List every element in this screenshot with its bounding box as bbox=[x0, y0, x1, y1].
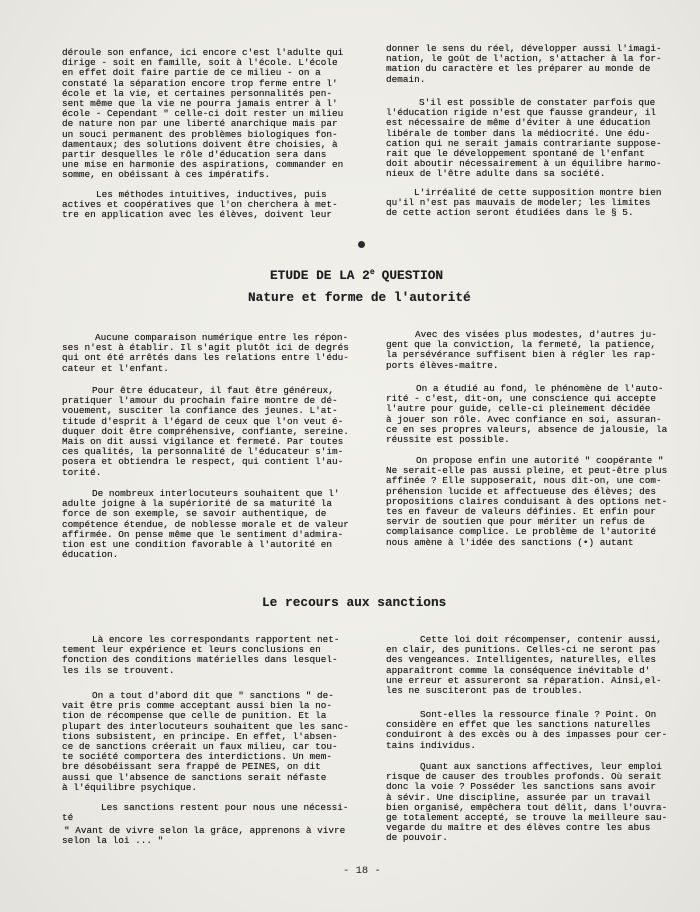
paragraph: Cette loi doit récompenser, contenir aussi, en clair, des punitions. Celles-ci ne seront pas des vengeances. Intelligentes, naturelles, elles apparaîtront comme la conséquence inévitable d' une erreur et assureront sa réparation. Ainsi,el- les ne susciteront pas de troubles. bbox=[386, 634, 662, 697]
paragraph: Là encore les correspondants rapportent net- tement leur expérience et leurs conclusions en fonction des conditions matérielles dans lesquel- les ils se trouvent. bbox=[62, 634, 340, 676]
paragraph: Avec des visées plus modestes, d'autres ju- gent que la conviction, la fermeté, la patience, la persévérance suffisent bien à régler les rap- ports élèves-maître. bbox=[386, 329, 657, 371]
paragraph: Sont-elles la ressource finale ? Point. On considère en effet que les sanctions naturelles conduiront à des excès ou à des impasses pour cer- tains individus. bbox=[386, 709, 668, 751]
paragraph: On propose enfin une autorité " coopérante " Ne serait-elle pas aussi pleine, et peut-être plus affinée ? Elle supposerait, nous dit-on, une com- préhension lucide et affectueuse des élèves; des propositions claires conduisant à des options net- tes en faveur de valeurs définies. Et enfin pour servir de soutien que pour mériter un refus de complaisance complice. Le problème de l'autorité nous amène à l'idée des sanctions (•) autant bbox=[386, 455, 668, 548]
section-subheading: Nature et forme de l'autorité bbox=[248, 290, 471, 305]
paragraph: L'irréalité de cette supposition montre bien qu'il n'est pas mauvais de modeler; les limites de cette action seront étudiées dans le § 5. bbox=[386, 187, 662, 219]
paragraph: déroule son enfance, ici encore c'est l'adulte qui dirige - soit en famille, soit à l'école. L'école en effet doit faire partie de ce milieu - on a constaté la séparation encore trop ferme entre l' école et la vie, et certaines personnalités pen- sent même que la vie ne pourra jamais entrer à l' école - Cependant " celle-ci doit rester un milieu de nature non par une liberté anarchique mais par un souci permanent des problèmes biologiques fon- damentaux; des solutions doivent être choisies, à partir desquelles le rôle d'éducation sera dans une mise en harmonie des aspirations, commander en somme, en obéissant à ces impératifs. bbox=[62, 47, 344, 181]
paragraph: De nombreux interlocuteurs souhaitent que l' adulte joigne à la supériorité de sa maturité la force de son exemple, se savoir authentique, de compétence étendue, de noblesse morale et de valeur affirmée. On pense même que le sentiment d'admira- tion est une condition favorable à l'autorité en éducation. bbox=[62, 488, 349, 561]
paragraph: Les méthodes intuitives, inductives, puis actives et coopératives que l'on cherchera à met- tre en application avec les élèves, doivent leur bbox=[62, 189, 338, 221]
paragraph: Pour être éducateur, il faut être généreux, pratiquer l'amour du prochain faire montre de dé- vouement, susciter la confiance des jeunes. L'at- titude d'esprit à l'égard de ceux que l'on veut é- duquer doit être compréhensive, confiante, sereine. Mais on dit aussi vigilance et fermeté. Par toutes ces qualités, la personnalité de l'éducateur s'im- posera et obtiendra le respect, qui contient l'au- torité. bbox=[62, 385, 349, 478]
sanctions-heading: Le recours aux sanctions bbox=[262, 595, 447, 610]
paragraph: Les sanctions restent pour nous une nécessi- té bbox=[62, 802, 349, 824]
section-separator-dot bbox=[358, 241, 365, 248]
paragraph: Aucune comparaison numérique entre les répon- ses n'est à établir. Il s'agit plutôt ici de degrés qui ont été arrêtés dans les relations entre l'édu- cateur et l'enfant. bbox=[62, 332, 349, 374]
paragraph: Quant aux sanctions affectives, leur emploi risque de causer des troubles profonds. Où serait donc la voie ? Posséder les sanctions sans avoir à sévir. Une discipline, assurée par un travail bien organisé, empêchera tout délit, dans l'ouvra- ge totalement accepté, se trouve la meilleure sau- vegarde du maître et des élèves contre les abus de pouvoir. bbox=[386, 761, 668, 844]
section-heading-end: QUESTION bbox=[381, 268, 444, 283]
section-heading-main: ETUDE DE LA 2 bbox=[270, 268, 370, 283]
section-heading-superscript: e bbox=[369, 268, 375, 277]
paragraph: donner le sens du réel, développer aussi l'imagi- nation, le goût de l'action, s'attacher à la for- mation du caractère et les préparer au monde de demain. bbox=[386, 43, 662, 85]
quotation: " Avant de vivre selon la grâce, apprenons à vivre selon la loi ... " bbox=[62, 825, 346, 847]
paragraph: S'il est possible de constater parfois que l'éducation rigide n'est que fausse grandeur, il est nécessaire de même d'éviter à une éducation libérale de tomber dans la médiocrité. Une édu- cation qui ne serait jamais contrariante suppose- rait que le développement spontané de l'enfant doit aboutir nécessairement à un équilibre harmo- nieux de l'être adulte dans sa société. bbox=[386, 97, 662, 180]
paragraph: On a tout d'abord dit que " sanctions " de- vait être pris comme acceptant aussi bien la no- tion de récompense que celle de punition. Et la plupart des interlocuteurs souhaitent que les sanc- tions subsistent, en principe. En effet, l'absen- ce de sanctions créerait un faux milieu, car tou- te société comportera des interdictions. Un mem- bre désobéissant sera frappé de PEINES, on dit aussi que l'absence de sanctions serait néfaste à l'équilibre psychique. bbox=[62, 690, 349, 793]
paragraph: On a étudié au fond, le phénomène de l'auto- rité - c'est, dit-on, une conscience qui accepte l'autre pour guide, celle-ci pleinement décidée à jouer son rôle. Avec confiance en soi, assuran- ce en ses propres valeurs, absence de jalousie, la réussite est possible. bbox=[386, 383, 668, 446]
page-number: - 18 - bbox=[343, 865, 381, 877]
section-heading bbox=[270, 265, 443, 284]
